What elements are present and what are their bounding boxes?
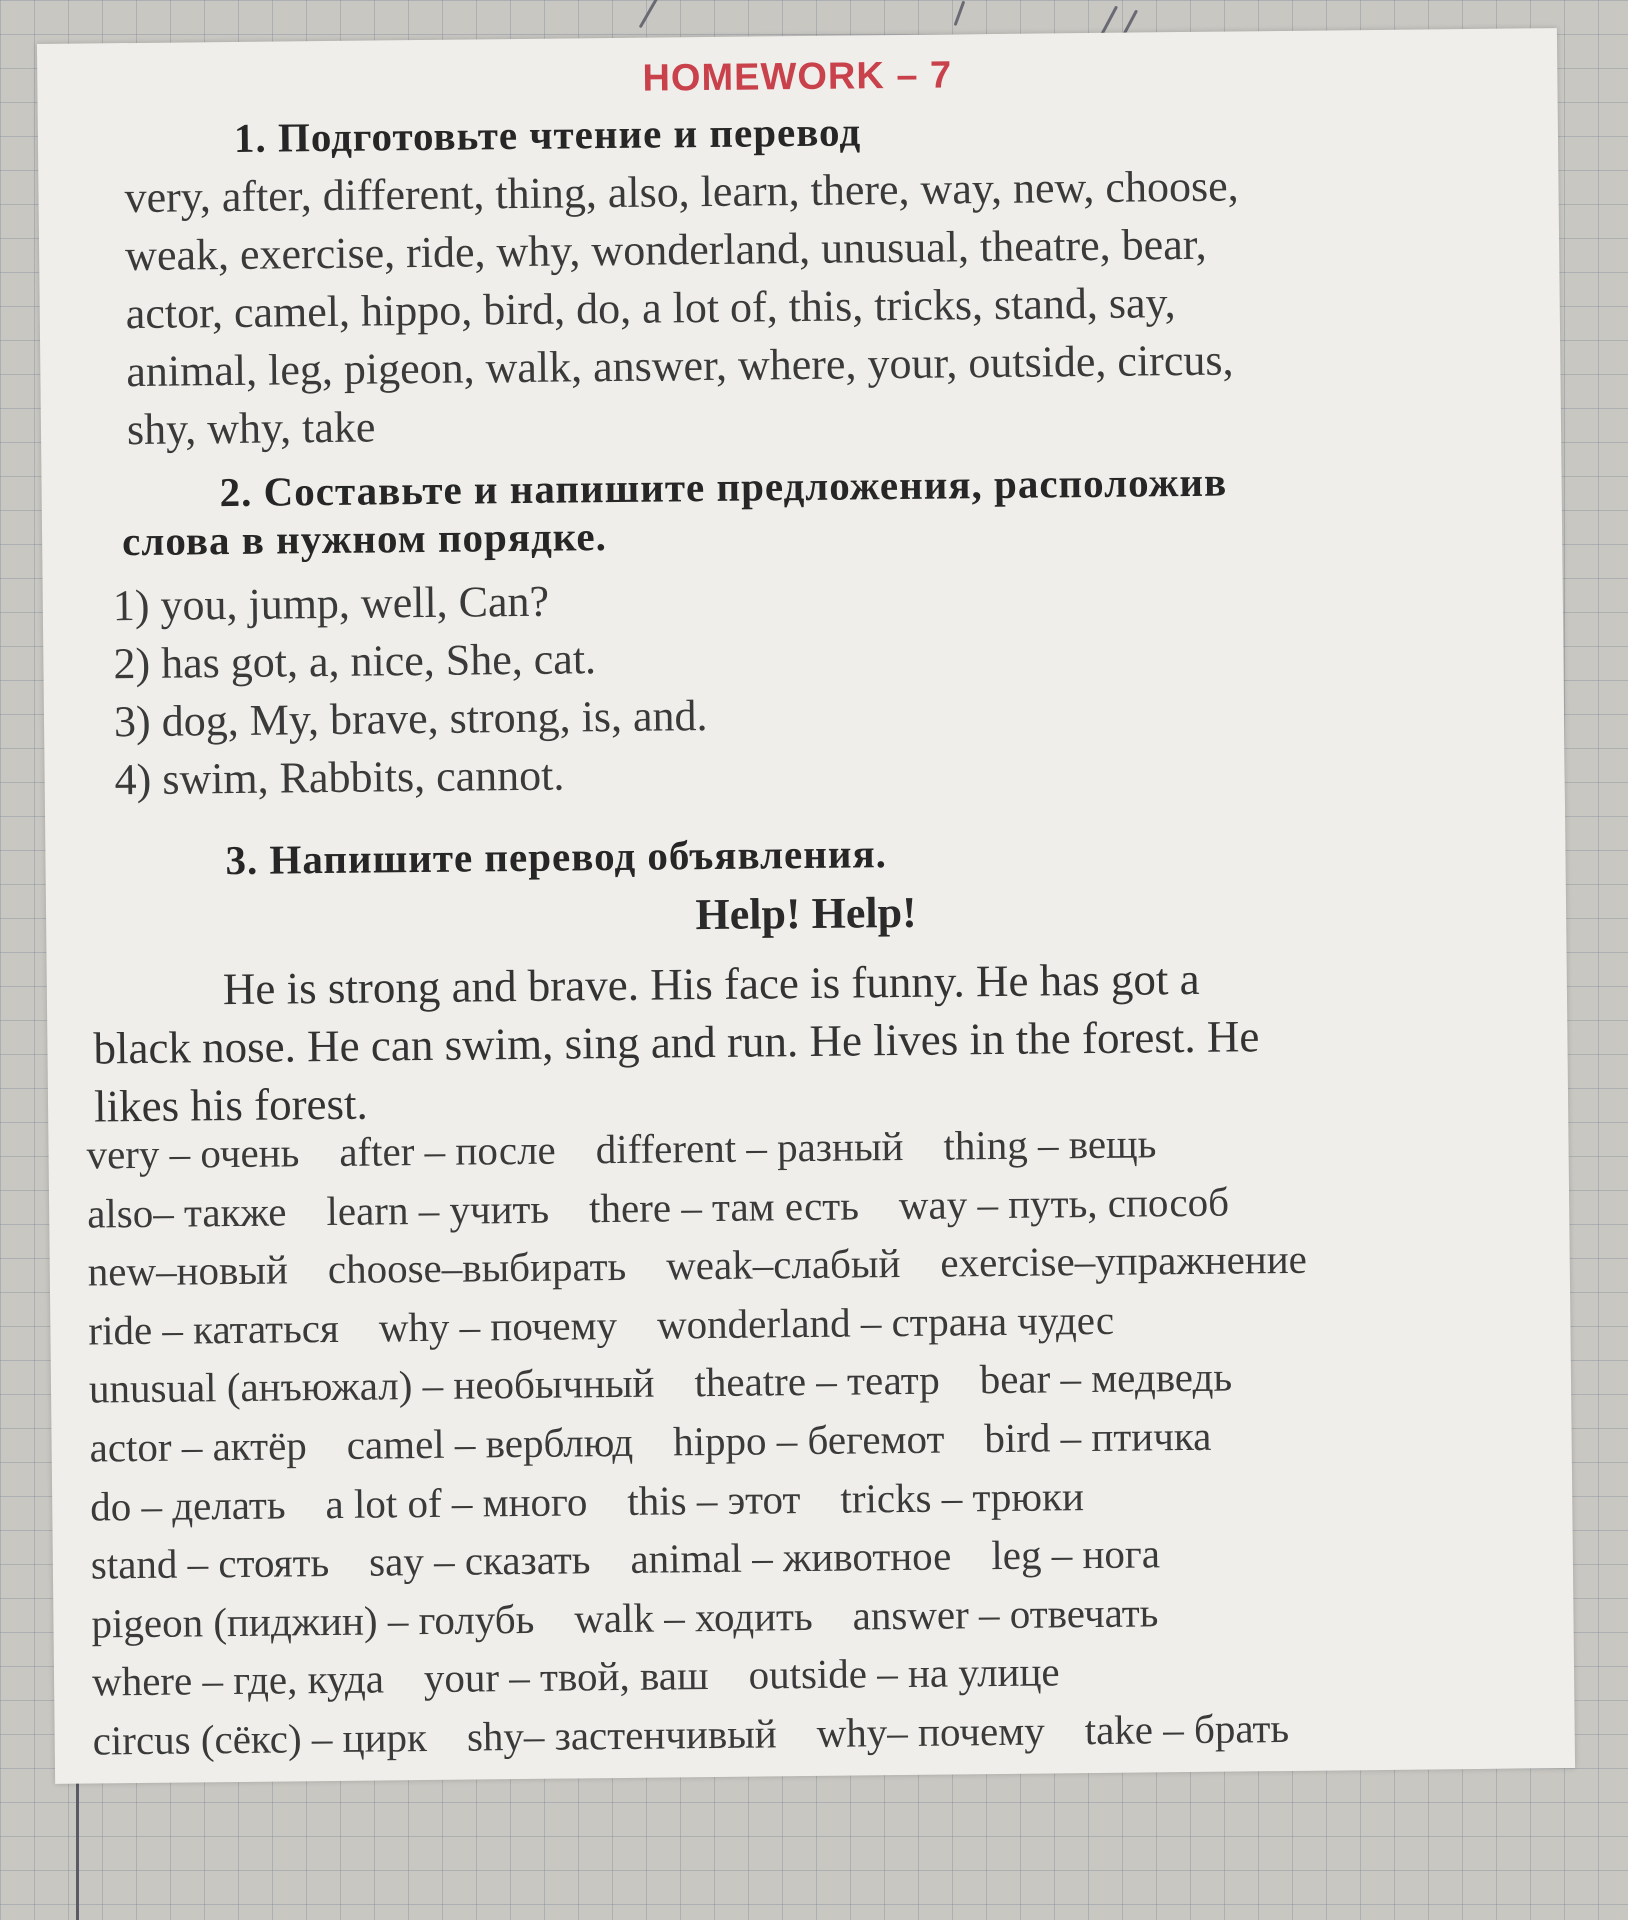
vocabulary-entry: leg – нога [991, 1530, 1161, 1579]
task-2-heading: 2. Составьте и напишите предложения, расположив [219, 458, 1228, 516]
vocabulary-entry: different – разный [595, 1122, 904, 1173]
story-line: likes his forest. [93, 1078, 369, 1132]
vocabulary-entry: after – после [339, 1126, 556, 1175]
homework-sheet [37, 28, 1575, 1784]
vocabulary-entry: camel – верблюд [346, 1418, 634, 1468]
vocabulary-entry: there – там есть [588, 1182, 860, 1231]
notebook-margin-line [76, 1780, 79, 1920]
word-list-line: animal, leg, pigeon, walk, answer, where, your, outside, circus, [126, 335, 1234, 397]
vocabulary-entry: actor – актёр [89, 1422, 308, 1471]
pen-mark [639, 0, 659, 28]
vocabulary-entry: your – твой, ваш [423, 1652, 709, 1702]
task-1-heading: 1. Подготовьте чтение и перевод [233, 108, 862, 161]
word-list-line: weak, exercise, ride, why, wonderland, unusual, theatre, bear, [124, 219, 1207, 281]
vocabulary-entry: ride – кататься [88, 1304, 340, 1354]
vocabulary-entry: exercise–упражнение [940, 1235, 1308, 1286]
vocabulary-entry: weak–слабый [665, 1240, 901, 1289]
task-1-word-list [124, 154, 1547, 459]
vocabulary-entry: learn – учить [326, 1185, 550, 1234]
vocabulary-entry: do – делать [90, 1481, 286, 1530]
vocabulary-entry: wonderland – страна чудес [656, 1296, 1115, 1348]
vocabulary-entry: where – где, куда [91, 1655, 385, 1705]
vocabulary-entry: way – путь, способ [898, 1178, 1230, 1228]
vocabulary-row [92, 1698, 1352, 1770]
vocabulary-entry: answer – отвечать [852, 1589, 1159, 1639]
vocabulary-entry: new–новый [87, 1246, 289, 1295]
vocabulary-entry: choose–выбирать [327, 1243, 627, 1293]
vocabulary-entry: bird – птичка [984, 1412, 1212, 1462]
homework-title: HOMEWORK – 7 [642, 54, 953, 100]
vocabulary-entry: shy– застенчивый [466, 1710, 777, 1760]
vocabulary-entry: unusual (анъюжал) – необычный [88, 1359, 655, 1412]
sentence-item: 4) swim, Rabbits, cannot. [114, 750, 565, 805]
vocabulary-entry: say – сказать [368, 1536, 591, 1585]
vocabulary-entry: theatre – театр [694, 1357, 940, 1406]
vocabulary-entry: very – очень [86, 1129, 300, 1178]
vocabulary-entry: stand – стоять [90, 1539, 330, 1588]
story-text [93, 949, 1261, 1135]
vocabulary-entry: hippo – бегемот [672, 1415, 945, 1465]
vocabulary-entry: tricks – трюки [840, 1472, 1085, 1522]
pen-mark [954, 1, 966, 26]
vocabulary-entry: pigeon (пиджин) – голубь [91, 1595, 535, 1647]
vocabulary-entry: also– также [86, 1188, 287, 1237]
sentence-item: 1) you, jump, well, Can? [112, 576, 550, 631]
word-list-line: very, after, different, thing, also, learn, there, way, new, choose, [124, 161, 1239, 223]
vocabulary-entry: why– почему [816, 1707, 1045, 1756]
sentence-item: 2) has got, a, nice, She, cat. [113, 634, 597, 689]
sentence-item: 3) dog, My, brave, strong, is, and. [113, 691, 708, 747]
vocabulary-entry: this – этот [627, 1475, 801, 1524]
story-line: black nose. He can swim, sing and run. He lives in the forest. He [93, 1011, 1260, 1074]
vocabulary-entry: a lot of – много [325, 1477, 588, 1527]
vocabulary-list [86, 1112, 1352, 1770]
vocabulary-entry: take – брать [1084, 1704, 1290, 1754]
task-3-heading: 3. Напишите перевод объявления. [225, 830, 888, 884]
story-line: He is strong and brave. His face is funny. He has got a [222, 953, 1200, 1015]
task-2-heading-continued: слова в нужном порядке. [121, 513, 608, 565]
vocabulary-entry: circus (сёкс) – цирк [92, 1713, 428, 1764]
word-list-line: shy, why, take [126, 402, 376, 455]
vocabulary-entry: why – почему [378, 1301, 618, 1351]
vocabulary-entry: thing – вещь [943, 1120, 1157, 1169]
vocabulary-entry: bear – медведь [979, 1353, 1233, 1403]
vocabulary-entry: walk – ходить [574, 1592, 813, 1642]
story-title: Help! Help! [695, 887, 917, 940]
vocabulary-entry: outside – на улице [748, 1648, 1060, 1698]
word-list-line: actor, camel, hippo, bird, do, a lot of, this, tricks, stand, say, [125, 278, 1176, 339]
task-2-sentence-list [113, 571, 709, 809]
vocabulary-entry: animal – животное [630, 1532, 952, 1583]
